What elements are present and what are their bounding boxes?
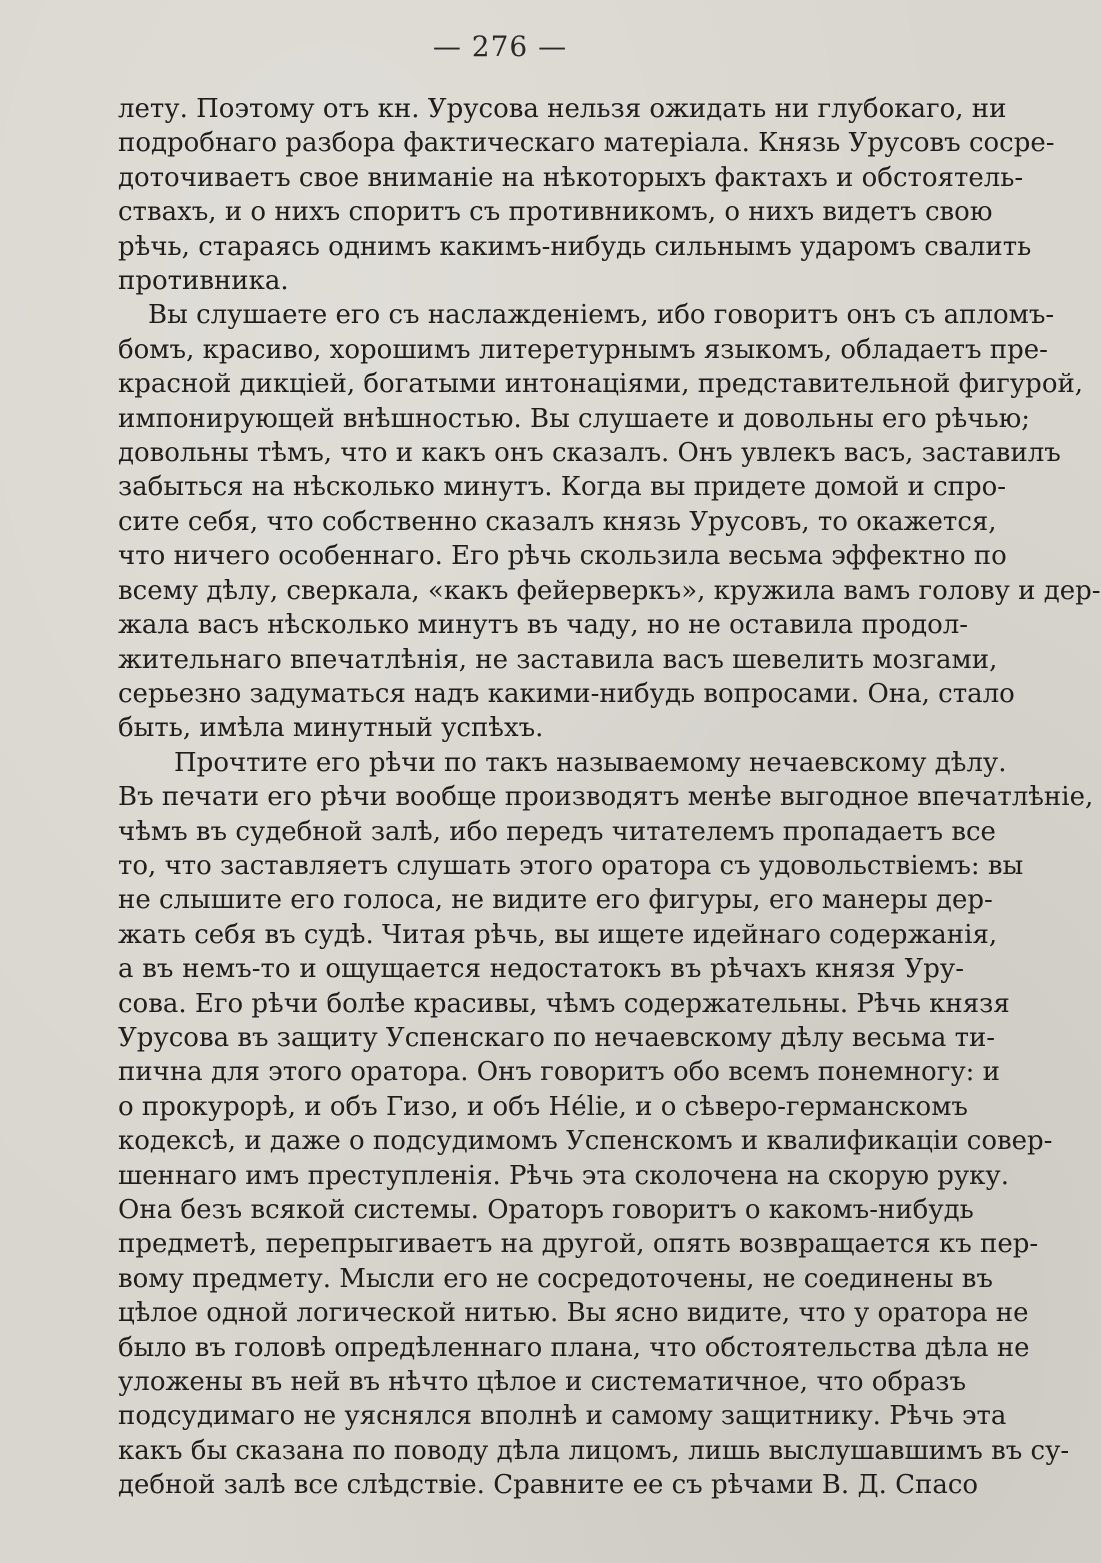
- text-line: импонирующей внѣшностью. Вы слушаете и довольны его рѣчью;: [118, 403, 1031, 434]
- text-line: бомъ, красиво, хорошимъ литеретурнымъ языкомъ, обладаетъ пре-: [118, 334, 1048, 365]
- text-line: жала васъ нѣсколько минутъ въ чаду, но не оставила продол-: [118, 610, 969, 641]
- text-line: противника.: [118, 266, 289, 297]
- text-line: жать себя въ судѣ. Читая рѣчь, вы ищете идейнаго содержанія,: [118, 919, 998, 950]
- text-line: подсудимаго не уяснялся вполнѣ и самому защитнику. Рѣчь эта: [118, 1401, 1007, 1432]
- body-text: [118, 92, 1101, 1503]
- text-line: шеннаго имъ преступленія. Рѣчь эта сколочена на скорую руку.: [118, 1160, 1009, 1191]
- text-line: кодексѣ, и даже о подсудимомъ Успенскомъ и квалификаціи совер-: [118, 1126, 1053, 1157]
- text-line: Урусова въ защиту Успенскаго по нечаевскому дѣлу весьма ти-: [118, 1022, 996, 1053]
- text-line: Вы слушаете его съ наслажденіемъ, ибо говоритъ онъ съ апломъ-: [148, 300, 1055, 331]
- text-line: не слышите его голоса, не видите его фигуры, его манеры дер-: [118, 885, 993, 916]
- text-line: серьезно задуматься надъ какими-нибудь вопросами. Она, стало: [118, 678, 1015, 709]
- text-line: красной дикціей, богатыми интонаціями, представительной фигурой,: [118, 369, 1084, 400]
- text-line: а въ немъ-то и ощущается недостатокъ въ рѣчахъ князя Уру-: [118, 954, 964, 985]
- text-line: цѣлое одной логической нитью. Вы ясно видите, что у оратора не: [118, 1298, 1029, 1329]
- text-line: быть, имѣла минутный успѣхъ.: [118, 713, 544, 744]
- text-line: сите себя, что собственно сказалъ князь Урусовъ, то окажется,: [118, 506, 997, 537]
- text-line: дебной залѣ все слѣдствіе. Сравните ее съ рѣчами В. Д. Спасо: [118, 1470, 979, 1501]
- text-line: всему дѣлу, сверкала, «какъ фейерверкъ», кружила вамъ голову и дер-: [118, 575, 1101, 606]
- text-line: какъ бы сказана по поводу дѣла лицомъ, лишь выслушавшимъ въ су-: [118, 1435, 1070, 1466]
- page-number: — 276 —: [432, 30, 568, 63]
- text-line: Она безъ всякой системы. Ораторъ говоритъ о какомъ-нибудь: [118, 1195, 974, 1225]
- text-line: Въ печати его рѣчи вообще производятъ менѣе выгодное впечатлѣніе,: [118, 782, 1094, 813]
- text-line: чѣмъ въ судебной залѣ, ибо передъ читателемъ пропадаетъ все: [118, 816, 996, 847]
- text-line: рѣчь, стараясь однимъ какимъ-нибудь сильнымъ ударомъ свалить: [118, 231, 1032, 262]
- text-line: пична для этого оратора. Онъ говоритъ обо всемъ понемногу: и: [118, 1057, 1000, 1088]
- text-line: вому предмету. Мысли его не сосредоточены, не соединены въ: [118, 1263, 993, 1294]
- text-line: жительнаго впечатлѣнія, не заставила васъ шевелить мозгами,: [118, 644, 998, 675]
- text-line: то, что заставляетъ слушать этого оратора съ удовольствіемъ: вы: [118, 850, 1024, 881]
- text-line: уложены въ ней въ нѣчто цѣлое и систематичное, что образъ: [118, 1367, 966, 1398]
- text-line: доточиваетъ свое вниманіе на нѣкоторыхъ фактахъ и обстоятель-: [118, 162, 1024, 193]
- text-line: что ничего особеннаго. Его рѣчь скользила весьма эффектно по: [118, 541, 1007, 572]
- text-line: Прочтите его рѣчи по такъ называемому нечаевскому дѣлу.: [174, 747, 1007, 778]
- text-line: ствахъ, и о нихъ споритъ съ противникомъ, о нихъ видетъ свою: [118, 197, 993, 228]
- text-line: забыться на нѣсколько минутъ. Когда вы придете домой и спро-: [118, 472, 1007, 503]
- text-line: предметѣ, перепрыгиваетъ на другой, опять возвращается къ пер-: [118, 1229, 1039, 1260]
- text-line: сова. Его рѣчи болѣе красивы, чѣмъ содержательны. Рѣчь князя: [118, 988, 1010, 1019]
- text-line: было въ головѣ опредѣленнаго плана, что обстоятельства дѣла не: [118, 1332, 1030, 1363]
- text-line: подробнаго разбора фактическаго матеріала. Князь Урусовъ сосре-: [118, 128, 1055, 159]
- text-line: о прокурорѣ, и объ Гизо, и объ Hélie, и о сѣверо-германскомъ: [118, 1091, 968, 1122]
- text-line: довольны тѣмъ, что и какъ онъ сказалъ. Онъ увлекъ васъ, заставилъ: [118, 438, 1061, 469]
- text-line: лету. Поэтому отъ кн. Урусова нельзя ожидать ни глубокаго, ни: [118, 94, 1007, 124]
